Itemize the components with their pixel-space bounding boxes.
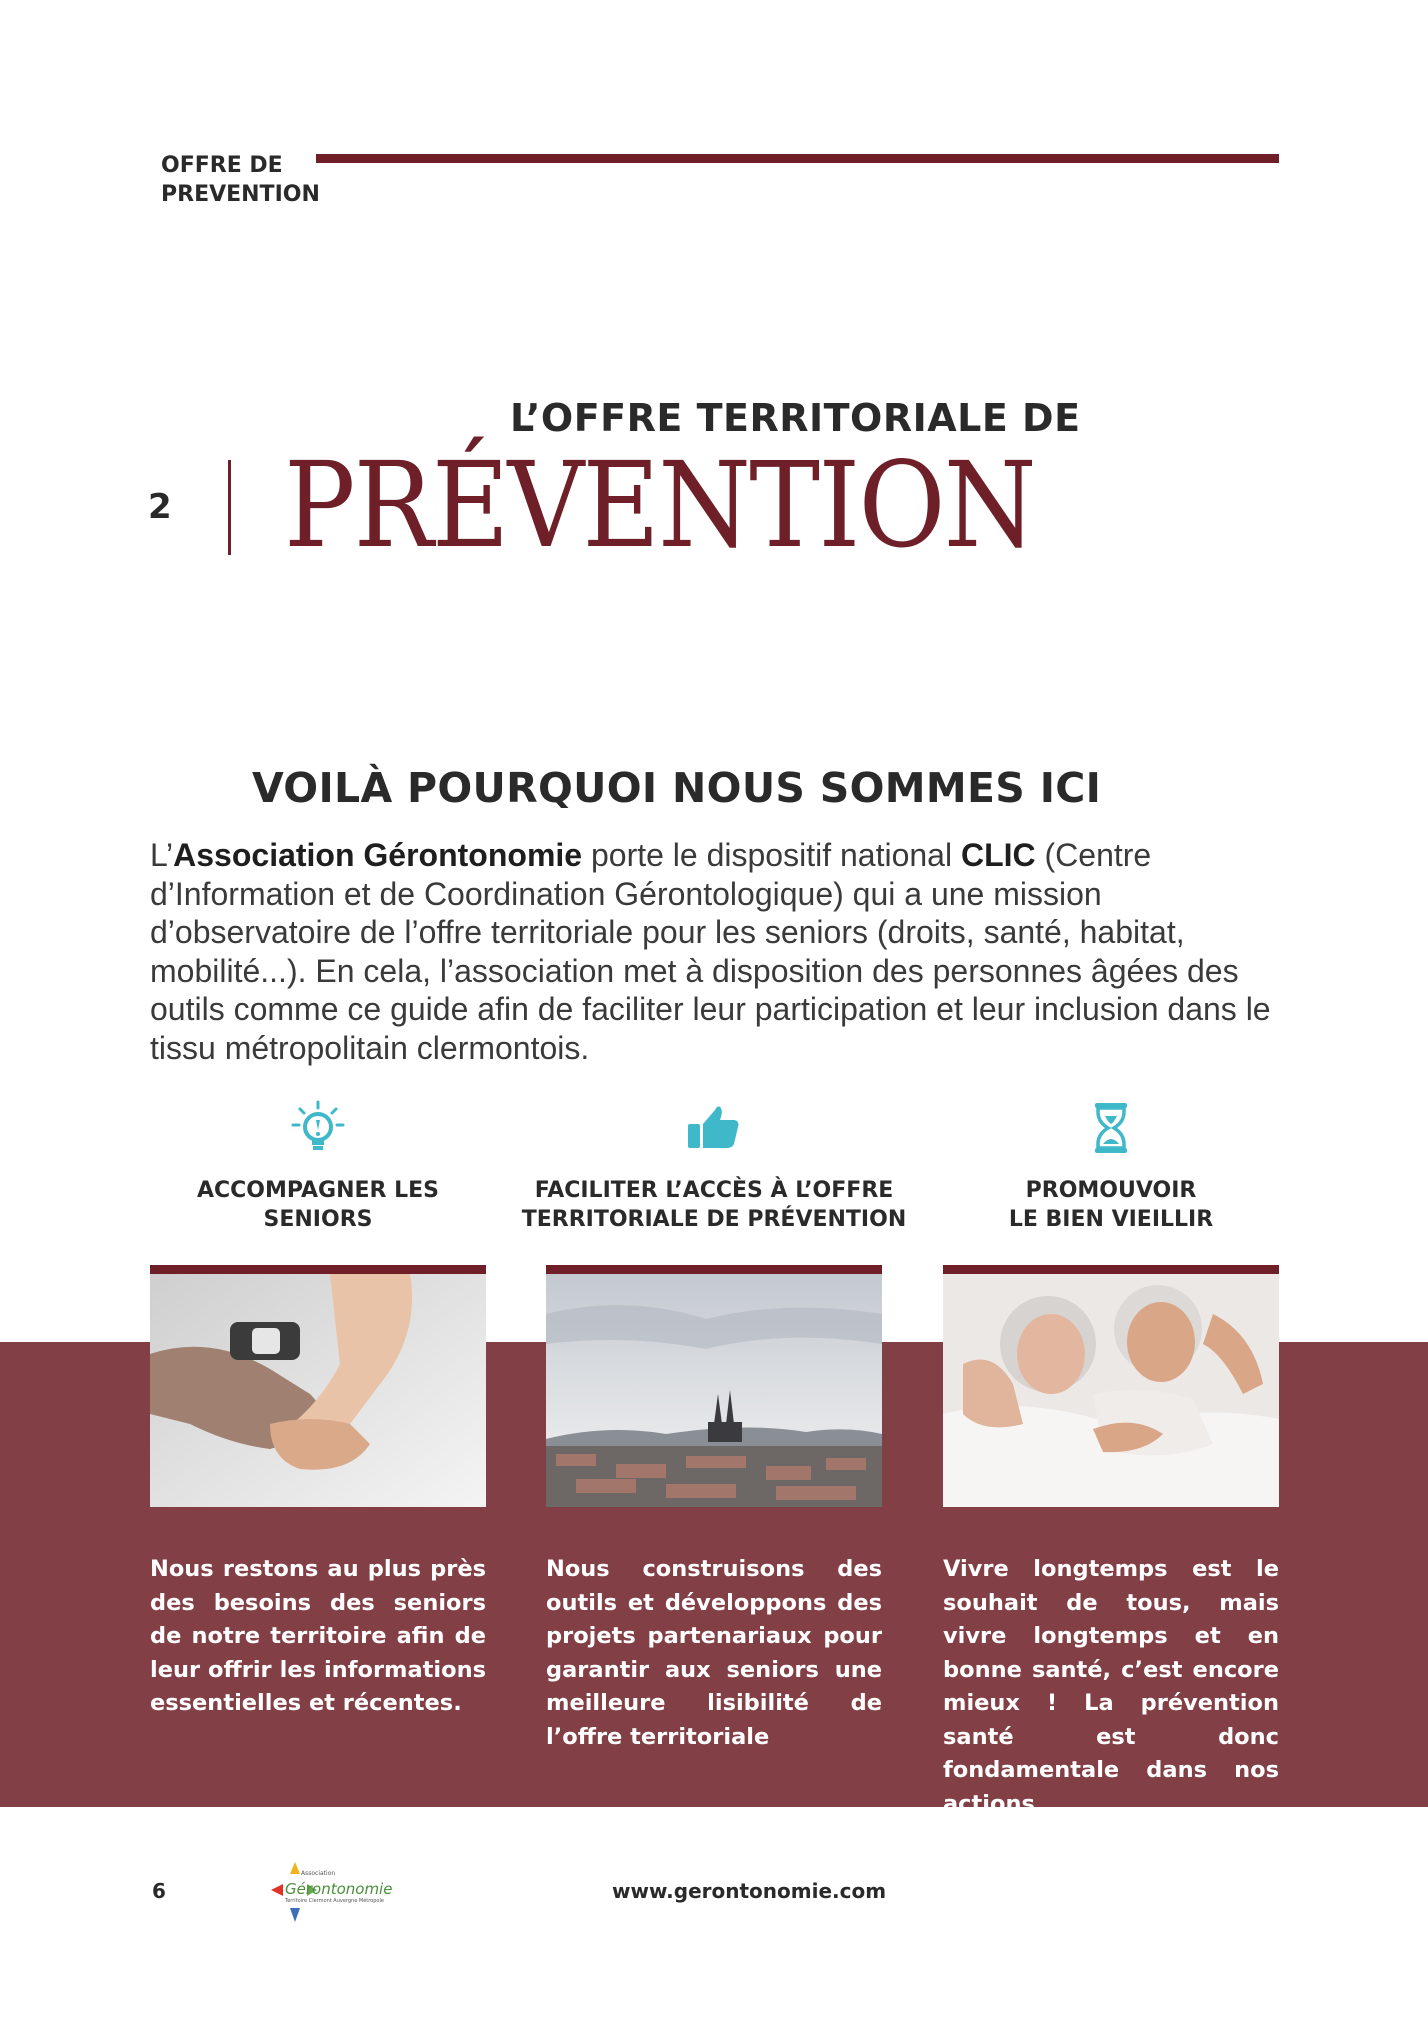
column-rule [943,1265,1279,1274]
column-heading: FACILITER L’ACCÈS À L’OFFRE TERRITORIALE DE PRÉVENTION [521,1178,907,1232]
column-heading: PROMOUVOIR LE BIEN VIEILLIR [1008,1178,1214,1232]
chapter-divider [228,460,231,555]
intro-paragraph: L’Association Gérontonomie porte le dispositif national CLIC (Centre d’Information et de Coordination Gérontologique) qui a une mission d’observatoire de l’offre territoriale pour les seniors (droits, santé, habitat, mobilité...). En cela, l’association met à disposition des personnes âgées des outils comme ce guide afin de faciliter leur participation et leur inclusion dans le tissu métropolitain clermontois. [150,837,1271,1066]
column-text: Nous restons au plus près des besoins des seniors de notre territoire afin de leur offrir les informations essentielles et récentes. [150,1556,486,1716]
header-rule [316,154,1279,163]
thumbs-up-icon [686,1100,742,1156]
website-url: www.gerontonomie.com [612,1879,887,1903]
column-rule [546,1265,882,1274]
svg-text:Gérontonomie: Gérontonomie [285,1880,393,1898]
page-number: 6 [152,1879,166,1903]
section-label-line1: OFFRE DE [161,153,283,178]
section-label [161,151,320,209]
section-label-line2: PREVENTION [161,182,320,207]
holding-hands-photo [150,1274,486,1507]
column-rule [150,1265,486,1274]
hourglass-icon [1083,1100,1139,1156]
lightbulb-icon [290,1100,346,1156]
page-title: PRÉVENTION [284,436,1035,574]
chapter-number: 2 [148,487,172,527]
svg-text:Association: Association [301,1870,336,1877]
column-heading: ACCOMPAGNER LES SENIORS [196,1178,440,1232]
title-top: L’OFFRE TERRITORIALE DE [510,396,1081,440]
senior-couple-photo [943,1274,1279,1507]
svg-text:Territoire Clermont Auvergne M: Territoire Clermont Auvergne Métropole [285,1898,384,1904]
gerontonomie-logo [265,1860,395,1924]
section-title: VOILÀ POURQUOI NOUS SOMMES ICI [252,764,1102,812]
column-text: Nous construisons des outils et développons des projets partenariaux pour garantir aux seniors une meilleure lisibilité de l’offre territoriale [546,1556,882,1750]
association-name: Association Gérontonomie [173,837,583,873]
column-text: Vivre longtemps est le souhait de tous, mais vivre longtemps et en bonne santé, c’est encore mieux ! La prévention santé est donc fondamentale dans nos actions [943,1556,1279,1817]
clic-name: CLIC [960,837,1036,873]
city-skyline-photo [546,1274,882,1507]
